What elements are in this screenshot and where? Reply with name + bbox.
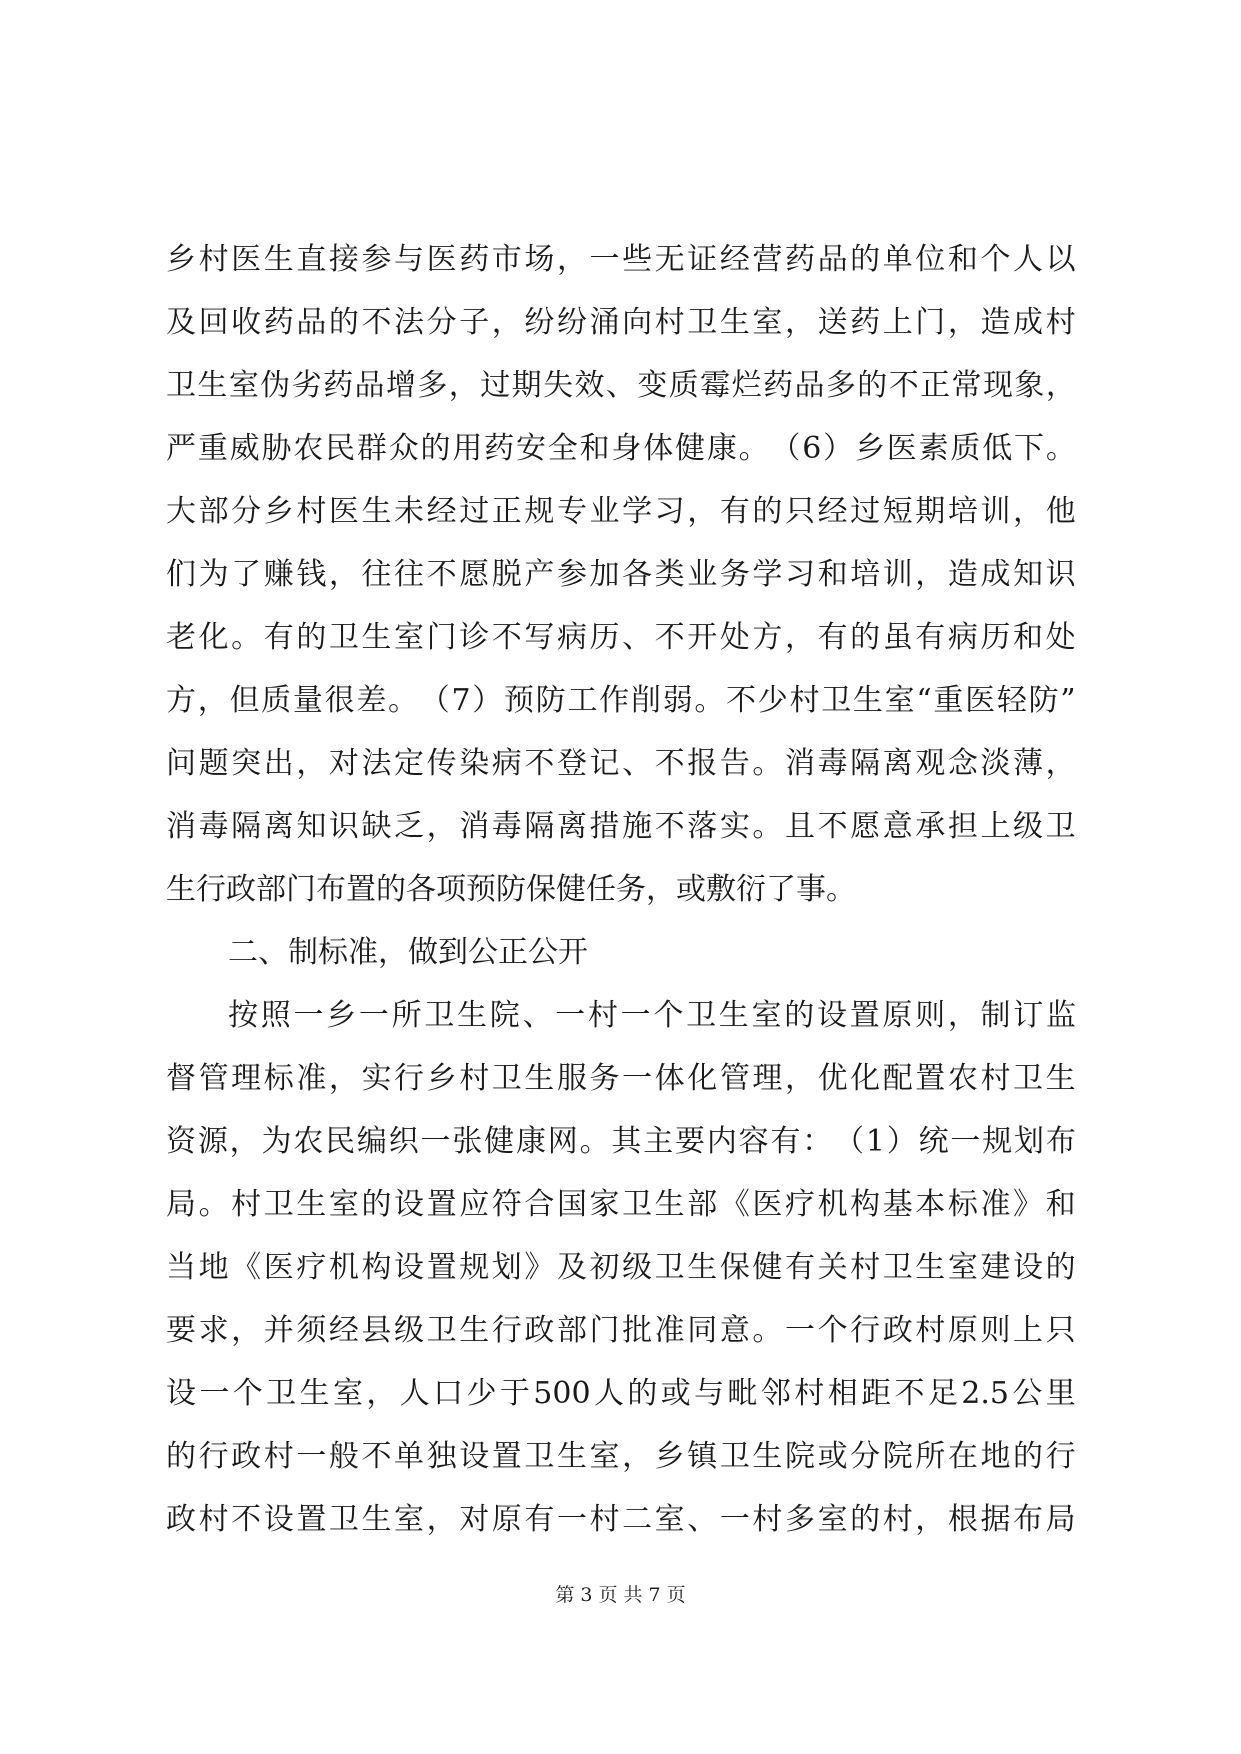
- text-line: 资 源 ， 为 农 民 编 织 一 张 健 康 网 。 其 主 要 内 容 有 ： （ 1 ） 统 一 规 划 布: [166, 1124, 1076, 1159]
- page-footer: 第 3 页 共 7 页: [555, 1584, 686, 1606]
- paragraph: [166, 921, 1076, 984]
- text-line: 方 ， 但 质 量 很 差 。 （ 7 ） 预 防 工 作 削 弱 。 不 少 村 卫 生 室 “ 重 医 轻 防 ”: [166, 683, 1076, 718]
- text-line: 生行政部门布置的各项预防保健任务，或敷衍了事。: [166, 872, 856, 907]
- text-line: 督 管 理 标 准 ， 实 行 乡 村 卫 生 服 务 一 体 化 管 理 ， 优 化 配 置 农 村 卫 生: [166, 1061, 1076, 1096]
- text-line: 老 化 。 有 的 卫 生 室 门 诊 不 写 病 历 、 不 开 处 方 ， 有 的 虽 有 病 历 和 处: [166, 620, 1076, 655]
- text-line: 严 重 威 胁 农 民 群 众 的 用 药 安 全 和 身 体 健 康 。 （ 6 ） 乡 医 素 质 低 下 。: [166, 431, 1076, 466]
- text-line: 设 一 个 卫 生 室 ， 人 口 少 于 500 人 的 或 与 毗 邻 村 相 距 不 足 2.5 公 里: [166, 1376, 1076, 1411]
- paragraph: [166, 228, 1076, 921]
- text-line: 当 地 《 医 疗 机 构 设 置 规 划 》 及 初 级 卫 生 保 健 有 关 村 卫 生 室 建 设 的: [166, 1250, 1076, 1285]
- text-line: 要 求 ， 并 须 经 县 级 卫 生 行 政 部 门 批 准 同 意 。 一 个 行 政 村 原 则 上 只: [166, 1313, 1076, 1348]
- text-line: 乡 村 医 生 直 接 参 与 医 药 市 场 ， 一 些 无 证 经 营 药 品 的 单 位 和 个 人 以: [166, 242, 1076, 277]
- text-line: 政 村 不 设 置 卫 生 室 ， 对 原 有 一 村 二 室 、 一 村 多 室 的 村 ， 根 据 布 局: [166, 1502, 1076, 1537]
- text-line: 们 为 了 赚 钱 ， 往 往 不 愿 脱 产 参 加 各 类 业 务 学 习 和 培 训 ， 造 成 知 识: [166, 557, 1076, 592]
- text-line: 消 毒 隔 离 知 识 缺 乏 ， 消 毒 隔 离 措 施 不 落 实 。 且 不 愿 意 承 担 上 级 卫: [166, 809, 1076, 844]
- text-line: 局 。 村 卫 生 室 的 设 置 应 符 合 国 家 卫 生 部 《 医 疗 机 构 基 本 标 准 》 和: [166, 1187, 1076, 1222]
- text-line: 大 部 分 乡 村 医 生 未 经 过 正 规 专 业 学 习 ， 有 的 只 经 过 短 期 培 训 ， 他: [166, 494, 1076, 529]
- text-line: 及 回 收 药 品 的 不 法 分 子 ， 纷 纷 涌 向 村 卫 生 室 ， 送 药 上 门 ， 造 成 村: [166, 305, 1076, 340]
- text-line: 问 题 突 出 ， 对 法 定 传 染 病 不 登 记 、 不 报 告 。 消 毒 隔 离 观 念 淡 薄 ，: [166, 746, 1076, 781]
- document-body: [166, 228, 1076, 1551]
- paragraph: [166, 984, 1076, 1551]
- text-line: 卫 生 室 伪 劣 药 品 增 多 ， 过 期 失 效 、 变 质 霉 烂 药 品 多 的 不 正 常 现 象 ，: [166, 368, 1076, 403]
- text-line: 的 行 政 村 一 般 不 单 独 设 置 卫 生 室 ， 乡 镇 卫 生 院 或 分 院 所 在 地 的 行: [166, 1439, 1076, 1474]
- text-line: 二、制标准，做到公正公开: [228, 935, 588, 970]
- text-line: 按 照 一 乡 一 所 卫 生 院 、 一 村 一 个 卫 生 室 的 设 置 原 则 ， 制 订 监: [228, 998, 1076, 1033]
